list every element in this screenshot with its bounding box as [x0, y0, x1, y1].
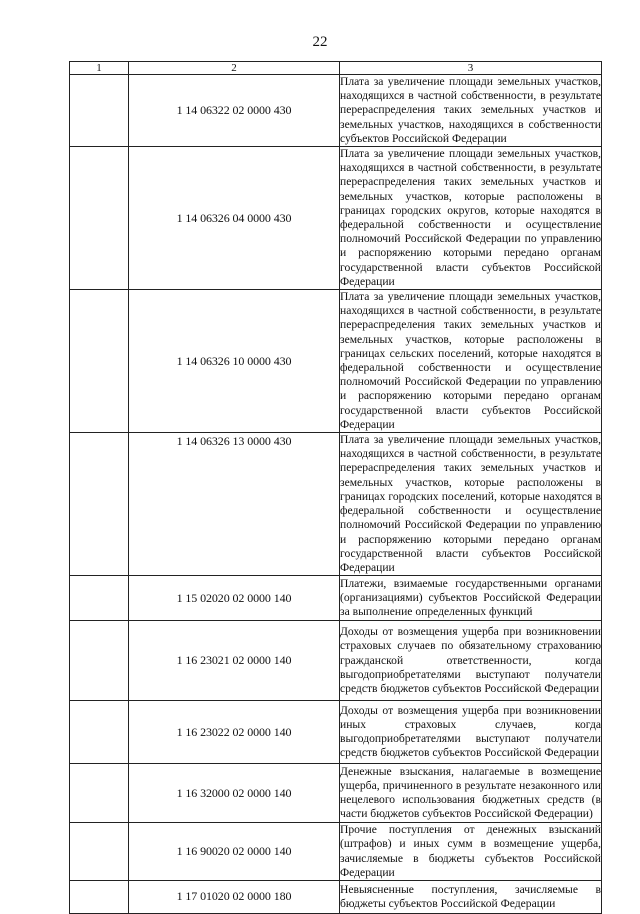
row-number-cell — [70, 701, 129, 764]
revenue-description: Прочие поступления от денежных взысканий (штрафов) и иных сумм в возмещение ущерба, зачисляемые в бюджеты субъектов Российской Федерации — [340, 823, 601, 879]
revenue-description: Плата за увеличение площади земельных участков, находящихся в частной собственности, в результате перераспределения таких земельных участков и земельных участков, которые расположены в границах городских поселений, которые находятся в федеральной собственности и осуществление полномочий Российской Федерации по управлению и распоряжению которыми передано органам государственной власти субъектов Российской Федерации — [340, 433, 601, 574]
revenue-code: 1 16 23022 02 0000 140 — [129, 701, 340, 764]
table-row — [70, 576, 602, 621]
revenue-description: Доходы от возмещения ущерба при возникновении иных страховых случаев, когда выгодоприобретателями выступают получатели средств бюджетов субъектов Российской Федерации — [340, 701, 602, 764]
table-row — [70, 701, 602, 764]
row-number-cell — [70, 576, 129, 621]
table-row — [70, 147, 602, 290]
revenue-code: 1 16 32000 02 0000 140 — [129, 764, 340, 823]
row-number-cell — [70, 823, 129, 881]
row-number-cell — [70, 433, 129, 576]
table-row — [70, 433, 602, 576]
column-header-3: 3 — [340, 62, 602, 75]
revenue-description: Денежные взыскания, налагаемые в возмещение ущерба, причиненного в результате незаконного или нецелевого использования бюджетных средств (в части бюджетов субъектов Российской Федерации) — [340, 764, 602, 823]
column-header-1: 1 — [70, 62, 129, 75]
revenue-code: 1 16 90020 02 0000 140 — [129, 823, 340, 881]
table-header-row — [70, 62, 602, 75]
revenue-code: 1 14 06326 13 0000 430 — [129, 433, 340, 576]
table-row — [70, 880, 602, 913]
row-number-cell — [70, 147, 129, 290]
table-row — [70, 290, 602, 433]
column-header-2: 2 — [129, 62, 340, 75]
revenue-code: 1 14 06326 10 0000 430 — [129, 290, 340, 433]
revenue-description: Плата за увеличение площади земельных участков, находящихся в частной собственности, в результате перераспределения таких земельных участков и земельных участков, находящихся в собственности субъектов Российской Федерации — [340, 75, 601, 145]
row-number-cell — [70, 75, 129, 147]
table-row — [70, 621, 602, 701]
revenue-code: 1 15 02020 02 0000 140 — [129, 576, 340, 621]
revenue-description: Невыясненные поступления, зачисляемые в бюджеты субъектов Российской Федерации — [340, 880, 602, 913]
row-number-cell — [70, 880, 129, 913]
row-number-cell — [70, 290, 129, 433]
table-row — [70, 764, 602, 823]
revenue-code: 1 16 23021 02 0000 140 — [129, 621, 340, 701]
revenue-code: 1 17 01020 02 0000 180 — [129, 880, 340, 913]
revenue-description: Плата за увеличение площади земельных участков, находящихся в частной собственности, в результате перераспределения таких земельных участков и земельных участков, которые расположены в границах городских округов, которые находятся в федеральной собственности и осуществление полномочий Российской Федерации по управлению и распоряжению которыми передано органам государственной власти субъектов Российской Федерации — [340, 147, 601, 288]
revenue-code: 1 14 06326 04 0000 430 — [129, 147, 340, 290]
revenue-codes-table — [69, 61, 602, 914]
row-number-cell — [70, 764, 129, 823]
revenue-description: Доходы от возмещения ущерба при возникновении страховых случаев по обязательному страхованию гражданской ответственности, когда выгодоприобретателями выступают получатели средств бюджетов субъектов Российской Федерации — [340, 621, 602, 701]
page-number: 22 — [312, 34, 328, 50]
table-row — [70, 823, 602, 881]
revenue-description: Плата за увеличение площади земельных участков, находящихся в частной собственности, в результате перераспределения таких земельных участков и земельных участков, которые расположены в границах сельских поселений, которые находятся в федеральной собственности и осуществление полномочий Российской Федерации по управлению и распоряжению которыми передано органам государственной власти субъектов Российской Федерации — [340, 290, 601, 431]
row-number-cell — [70, 621, 129, 701]
table-row — [70, 75, 602, 147]
revenue-description: Платежи, взимаемые государственными органами (организациями) субъектов Российской Федерации за выполнение определенных функций — [340, 576, 602, 621]
revenue-code: 1 14 06322 02 0000 430 — [129, 75, 340, 147]
